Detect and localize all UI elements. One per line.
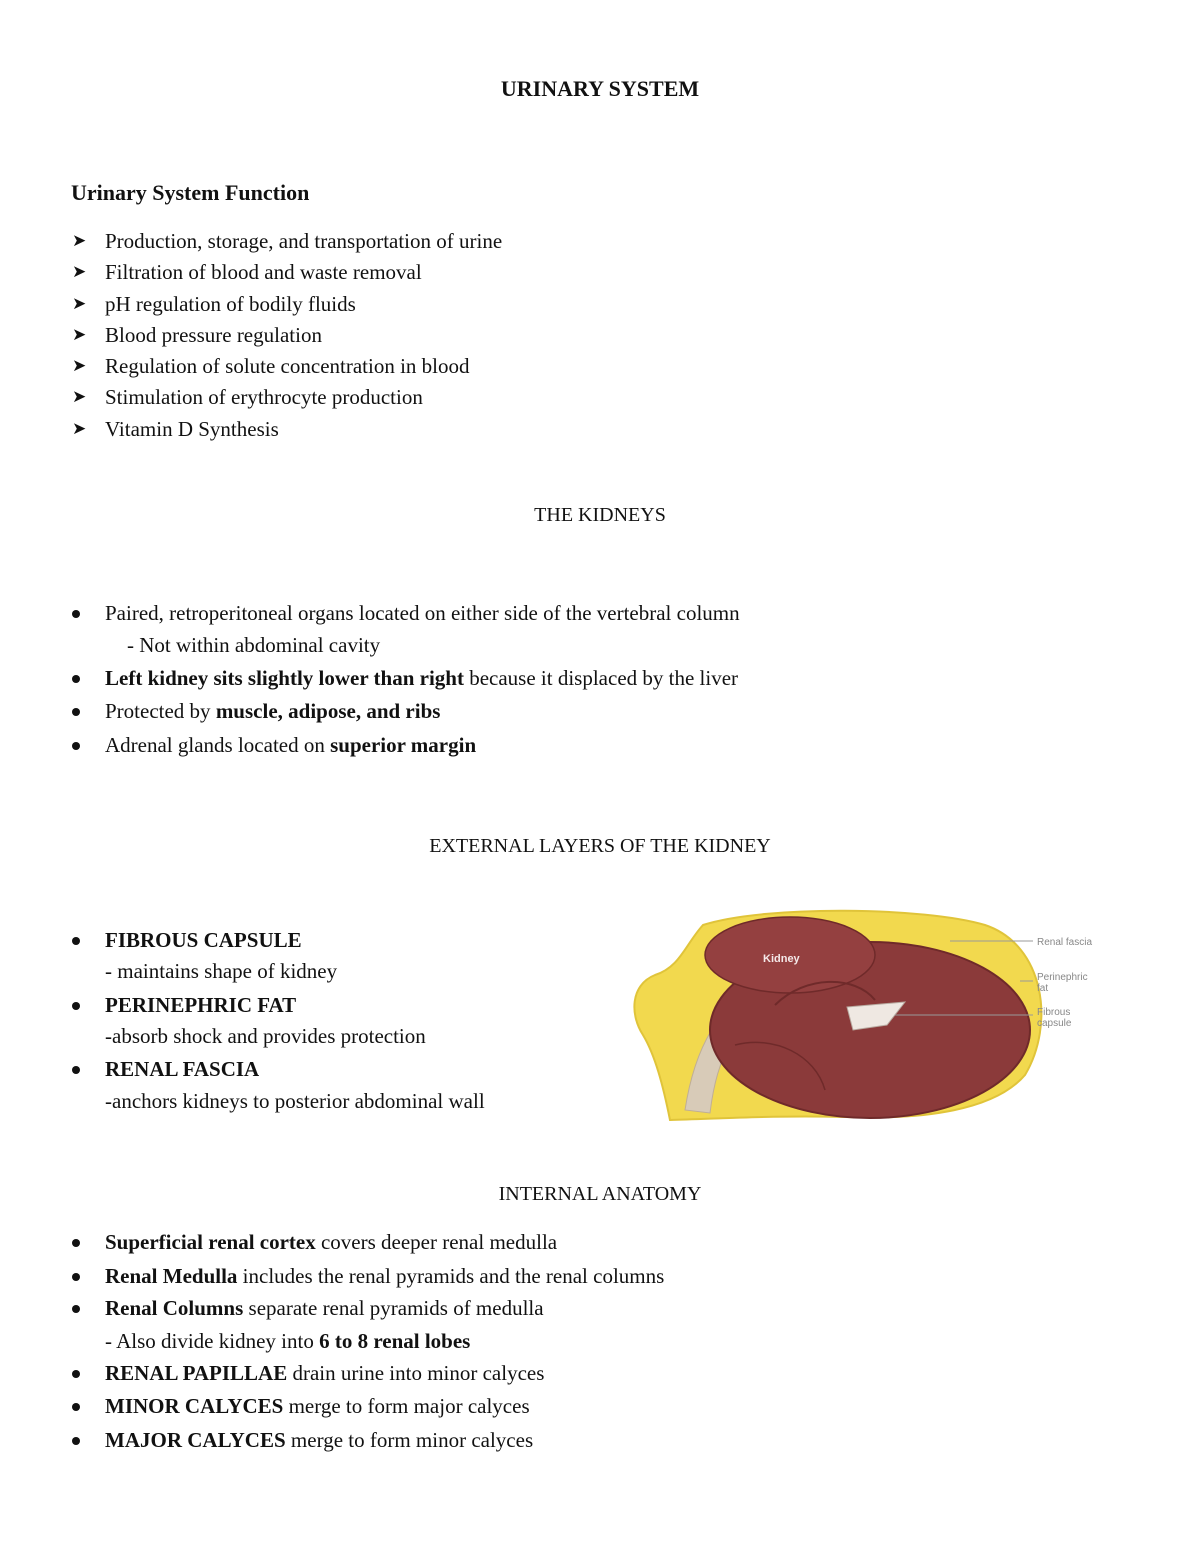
list-item: Stimulation of erythrocyte production [105,385,423,409]
fibrous-label-2: capsule [1037,1018,1072,1029]
layer-name: RENAL FASCIA [105,1057,260,1081]
layer-name: PERINEPHRIC FAT [105,993,297,1017]
layer-desc: - maintains shape of kidney [105,959,338,983]
list-item: MAJOR CALYCES merge to form minor calyces [105,1428,534,1452]
list-item: Regulation of solute concentration in blood [105,354,470,378]
bullet-dot-icon [72,1403,80,1411]
layer-name: FIBROUS CAPSULE [105,928,302,952]
list-item: Paired, retroperitoneal organs located on either side of the vertebral column [105,601,740,625]
bullet-dot-icon [72,675,80,683]
bullet-dot-icon [72,1370,80,1378]
arrow-bullet-icon: ➤ [72,419,87,438]
list-item: Production, storage, and transportation of urine [105,229,503,253]
list-item: Vitamin D Synthesis [105,417,279,441]
list-item: Renal Medulla includes the renal pyramids and the renal columns [105,1264,665,1288]
internal-anatomy-heading: INTERNAL ANATOMY [498,1183,702,1205]
fibrous-label: Fibrous [1037,1007,1071,1018]
arrow-bullet-icon: ➤ [72,356,87,375]
arrow-bullet-icon: ➤ [72,325,87,344]
list-item: Renal Columns separate renal pyramids of medulla [105,1296,544,1320]
bullet-dot-icon [72,1273,80,1281]
bullet-dot-icon [72,1305,80,1313]
list-item: MINOR CALYCES merge to form major calyces [105,1394,530,1418]
function-heading: Urinary System Function [71,180,310,205]
perinephric-label: Perinephric [1037,972,1088,983]
kidneys-heading: THE KIDNEYS [534,504,666,526]
list-subitem: - Also divide kidney into 6 to 8 renal lobes [105,1329,471,1353]
list-item: Protected by muscle, adipose, and ribs [105,699,441,723]
kidney-label: Kidney [763,953,800,965]
arrow-bullet-icon: ➤ [72,231,87,250]
list-item: pH regulation of bodily fluids [105,292,356,316]
arrow-bullet-icon: ➤ [72,387,87,406]
bullet-dot-icon [72,1437,80,1445]
list-item: Left kidney sits slightly lower than right because it displaced by the liver [105,666,739,690]
kidney-layers-figure [625,905,1125,1125]
page-title: URINARY SYSTEM [500,76,700,101]
bullet-dot-icon [72,742,80,750]
list-subitem: - Not within abdominal cavity [127,633,381,657]
renal-fascia-label: Renal fascia [1037,937,1093,948]
external-layers-heading: EXTERNAL LAYERS OF THE KIDNEY [429,835,771,857]
bullet-dot-icon [72,708,80,716]
list-item: RENAL PAPILLAE drain urine into minor calyces [105,1361,545,1385]
perinephric-label-2: fat [1037,983,1049,994]
bullet-dot-icon [72,1002,80,1010]
list-item: Filtration of blood and waste removal [105,260,422,284]
list-item: Superficial renal cortex covers deeper renal medulla [105,1230,558,1254]
bullet-dot-icon [72,937,80,945]
bullet-dot-icon [72,1239,80,1247]
bullet-dot-icon [72,610,80,618]
arrow-bullet-icon: ➤ [72,262,87,281]
list-item: Adrenal glands located on superior margin [105,733,477,757]
layer-desc: -anchors kidneys to posterior abdominal wall [105,1089,485,1113]
layer-desc: -absorb shock and provides protection [105,1024,426,1048]
arrow-bullet-icon: ➤ [72,294,87,313]
bullet-dot-icon [72,1066,80,1074]
list-item: Blood pressure regulation [105,323,322,347]
